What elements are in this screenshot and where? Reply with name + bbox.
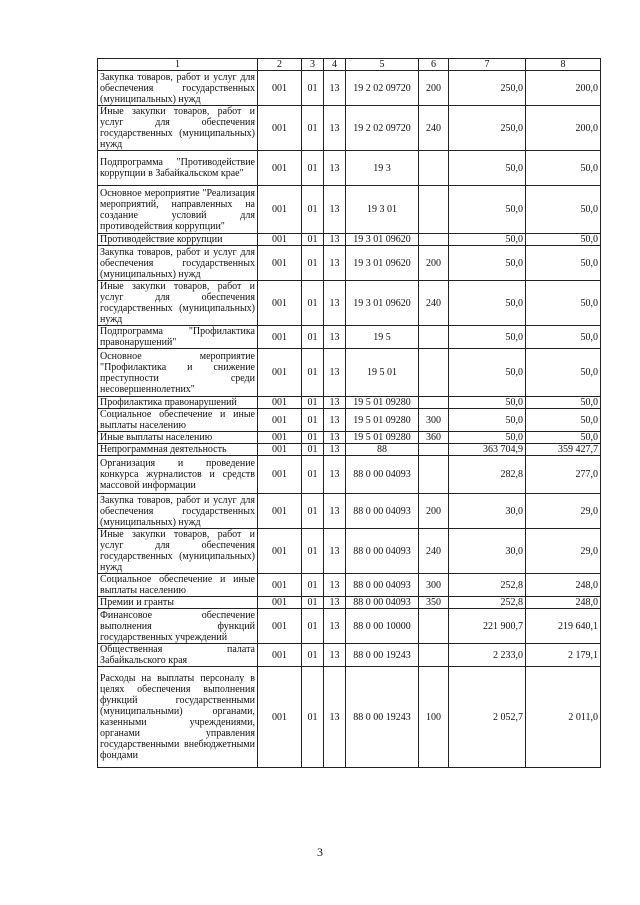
subsection-code: 13 bbox=[324, 397, 346, 409]
grbs-code: 001 bbox=[258, 234, 302, 246]
row-name: Премии и гранты bbox=[98, 597, 258, 609]
target-article-code: 88 0 00 04093 bbox=[346, 456, 419, 494]
expense-type-code bbox=[419, 644, 449, 667]
table-row bbox=[98, 106, 601, 151]
section-code: 01 bbox=[302, 281, 324, 326]
subsection-code: 13 bbox=[324, 326, 346, 349]
amount-year-1: 252,8 bbox=[449, 574, 526, 597]
amount-year-1: 50,0 bbox=[449, 186, 526, 234]
amount-year-2: 248,0 bbox=[526, 574, 601, 597]
expense-type-code bbox=[419, 397, 449, 409]
grbs-code: 001 bbox=[258, 456, 302, 494]
subsection-code: 13 bbox=[324, 71, 346, 106]
subsection-code: 13 bbox=[324, 186, 346, 234]
target-article-code: 88 0 00 04093 bbox=[346, 529, 419, 574]
target-article-code: 19 3 01 09620 bbox=[346, 234, 419, 246]
table-row bbox=[98, 644, 601, 667]
target-article-code: 19 5 01 09280 bbox=[346, 432, 419, 444]
target-article-code: 19 2 02 09720 bbox=[346, 71, 419, 106]
section-code: 01 bbox=[302, 456, 324, 494]
column-header-2: 2 bbox=[258, 59, 302, 71]
subsection-code: 13 bbox=[324, 609, 346, 644]
table-row bbox=[98, 151, 601, 186]
amount-year-1: 252,8 bbox=[449, 597, 526, 609]
target-article-code: 19 3 01 09620 bbox=[346, 246, 419, 281]
row-name: Закупка товаров, работ и услуг для обеспечения государственных (муниципальных) нужд bbox=[98, 246, 258, 281]
expense-type-code bbox=[419, 234, 449, 246]
section-code: 01 bbox=[302, 644, 324, 667]
row-name: Основное мероприятие "Профилактика и снижение преступности среди несовершеннолетних" bbox=[98, 349, 258, 397]
section-code: 01 bbox=[302, 597, 324, 609]
row-name: Непрограммная деятельность bbox=[98, 444, 258, 456]
section-code: 01 bbox=[302, 151, 324, 186]
row-name: Закупка товаров, работ и услуг для обеспечения государственных (муниципальных) нужд bbox=[98, 71, 258, 106]
section-code: 01 bbox=[302, 494, 324, 529]
row-name: Расходы на выплаты персоналу в целях обеспечения выполнения функций государственными (муниципальными) органами, казенными учреждениями, органами управления государственными внебюджетными фондами bbox=[98, 667, 258, 768]
table-row bbox=[98, 281, 601, 326]
expense-type-code: 300 bbox=[419, 409, 449, 432]
table-row bbox=[98, 574, 601, 597]
amount-year-1: 50,0 bbox=[449, 246, 526, 281]
row-name: Иные закупки товаров, работ и услуг для обеспечения государственных (муниципальных) нужд bbox=[98, 281, 258, 326]
table-row bbox=[98, 71, 601, 106]
amount-year-2: 50,0 bbox=[526, 281, 601, 326]
grbs-code: 001 bbox=[258, 644, 302, 667]
target-article-code: 19 5 01 09280 bbox=[346, 397, 419, 409]
section-code: 01 bbox=[302, 609, 324, 644]
row-name: Подпрограмма "Профилактика правонарушений" bbox=[98, 326, 258, 349]
column-header-1: 1 bbox=[98, 59, 258, 71]
expense-type-code bbox=[419, 609, 449, 644]
amount-year-2: 50,0 bbox=[526, 397, 601, 409]
expense-type-code: 100 bbox=[419, 667, 449, 768]
section-code: 01 bbox=[302, 432, 324, 444]
target-article-code: 19 3 bbox=[346, 151, 419, 186]
target-article-code: 88 0 00 19243 bbox=[346, 644, 419, 667]
grbs-code: 001 bbox=[258, 444, 302, 456]
grbs-code: 001 bbox=[258, 397, 302, 409]
table-body bbox=[98, 71, 601, 768]
amount-year-2: 248,0 bbox=[526, 597, 601, 609]
amount-year-1: 250,0 bbox=[449, 106, 526, 151]
amount-year-2: 50,0 bbox=[526, 409, 601, 432]
row-name: Профилактика правонарушений bbox=[98, 397, 258, 409]
target-article-code: 19 3 01 09620 bbox=[346, 281, 419, 326]
subsection-code: 13 bbox=[324, 574, 346, 597]
subsection-code: 13 bbox=[324, 494, 346, 529]
section-code: 01 bbox=[302, 667, 324, 768]
expense-type-code: 300 bbox=[419, 574, 449, 597]
section-code: 01 bbox=[302, 397, 324, 409]
amount-year-2: 50,0 bbox=[526, 349, 601, 397]
amount-year-2: 29,0 bbox=[526, 529, 601, 574]
amount-year-2: 50,0 bbox=[526, 186, 601, 234]
amount-year-2: 359 427,7 bbox=[526, 444, 601, 456]
expense-type-code: 200 bbox=[419, 246, 449, 281]
subsection-code: 13 bbox=[324, 246, 346, 281]
grbs-code: 001 bbox=[258, 667, 302, 768]
grbs-code: 001 bbox=[258, 151, 302, 186]
expense-type-code bbox=[419, 456, 449, 494]
grbs-code: 001 bbox=[258, 609, 302, 644]
column-header-4: 4 bbox=[324, 59, 346, 71]
grbs-code: 001 bbox=[258, 71, 302, 106]
section-code: 01 bbox=[302, 409, 324, 432]
target-article-code: 88 0 00 04093 bbox=[346, 597, 419, 609]
amount-year-1: 30,0 bbox=[449, 529, 526, 574]
grbs-code: 001 bbox=[258, 349, 302, 397]
grbs-code: 001 bbox=[258, 409, 302, 432]
table-row bbox=[98, 597, 601, 609]
table-row bbox=[98, 349, 601, 397]
expense-type-code bbox=[419, 186, 449, 234]
section-code: 01 bbox=[302, 246, 324, 281]
amount-year-1: 2 233,0 bbox=[449, 644, 526, 667]
subsection-code: 13 bbox=[324, 456, 346, 494]
row-name: Подпрограмма "Противодействие коррупции в Забайкальском крае" bbox=[98, 151, 258, 186]
amount-year-1: 250,0 bbox=[449, 71, 526, 106]
grbs-code: 001 bbox=[258, 106, 302, 151]
expense-type-code bbox=[419, 326, 449, 349]
section-code: 01 bbox=[302, 326, 324, 349]
target-article-code: 19 3 01 bbox=[346, 186, 419, 234]
amount-year-2: 50,0 bbox=[526, 151, 601, 186]
amount-year-1: 50,0 bbox=[449, 409, 526, 432]
subsection-code: 13 bbox=[324, 597, 346, 609]
section-code: 01 bbox=[302, 106, 324, 151]
expense-type-code: 350 bbox=[419, 597, 449, 609]
section-code: 01 bbox=[302, 186, 324, 234]
row-name: Противодействие коррупции bbox=[98, 234, 258, 246]
table-row bbox=[98, 234, 601, 246]
target-article-code: 19 5 01 09280 bbox=[346, 409, 419, 432]
grbs-code: 001 bbox=[258, 326, 302, 349]
grbs-code: 001 bbox=[258, 186, 302, 234]
amount-year-1: 50,0 bbox=[449, 326, 526, 349]
amount-year-2: 200,0 bbox=[526, 106, 601, 151]
table-row bbox=[98, 456, 601, 494]
amount-year-2: 50,0 bbox=[526, 246, 601, 281]
row-name: Финансовое обеспечение выполнения функций государственных учреждений bbox=[98, 609, 258, 644]
row-name: Иные закупки товаров, работ и услуг для обеспечения государственных (муниципальных) нужд bbox=[98, 529, 258, 574]
grbs-code: 001 bbox=[258, 494, 302, 529]
expense-type-code bbox=[419, 444, 449, 456]
subsection-code: 13 bbox=[324, 349, 346, 397]
section-code: 01 bbox=[302, 444, 324, 456]
subsection-code: 13 bbox=[324, 151, 346, 186]
amount-year-2: 2 011,0 bbox=[526, 667, 601, 768]
amount-year-1: 50,0 bbox=[449, 349, 526, 397]
section-code: 01 bbox=[302, 234, 324, 246]
expense-type-code: 200 bbox=[419, 494, 449, 529]
table-row bbox=[98, 444, 601, 456]
expense-type-code: 240 bbox=[419, 281, 449, 326]
subsection-code: 13 bbox=[324, 644, 346, 667]
page-number: 3 bbox=[317, 845, 323, 859]
section-code: 01 bbox=[302, 529, 324, 574]
expense-type-code bbox=[419, 151, 449, 186]
grbs-code: 001 bbox=[258, 529, 302, 574]
amount-year-1: 50,0 bbox=[449, 234, 526, 246]
amount-year-1: 282,8 bbox=[449, 456, 526, 494]
budget-table bbox=[97, 58, 601, 768]
table-row bbox=[98, 326, 601, 349]
target-article-code: 88 0 00 19243 bbox=[346, 667, 419, 768]
table-row bbox=[98, 432, 601, 444]
subsection-code: 13 bbox=[324, 234, 346, 246]
amount-year-2: 50,0 bbox=[526, 432, 601, 444]
grbs-code: 001 bbox=[258, 246, 302, 281]
expense-type-code bbox=[419, 349, 449, 397]
table-row bbox=[98, 609, 601, 644]
amount-year-2: 29,0 bbox=[526, 494, 601, 529]
expense-type-code: 200 bbox=[419, 71, 449, 106]
row-name: Социальное обеспечение и иные выплаты населению bbox=[98, 409, 258, 432]
subsection-code: 13 bbox=[324, 432, 346, 444]
grbs-code: 001 bbox=[258, 574, 302, 597]
table-row bbox=[98, 246, 601, 281]
row-name: Основное мероприятие "Реализация мероприятий, направленных на создание условий для противодействия коррупции" bbox=[98, 186, 258, 234]
table-row bbox=[98, 667, 601, 768]
amount-year-1: 50,0 bbox=[449, 151, 526, 186]
row-name: Иные выплаты населению bbox=[98, 432, 258, 444]
subsection-code: 13 bbox=[324, 529, 346, 574]
amount-year-2: 200,0 bbox=[526, 71, 601, 106]
amount-year-1: 2 052,7 bbox=[449, 667, 526, 768]
row-name: Общественная палата Забайкальского края bbox=[98, 644, 258, 667]
amount-year-2: 50,0 bbox=[526, 234, 601, 246]
amount-year-1: 363 704,9 bbox=[449, 444, 526, 456]
subsection-code: 13 bbox=[324, 281, 346, 326]
target-article-code: 88 0 00 04093 bbox=[346, 574, 419, 597]
table-row bbox=[98, 529, 601, 574]
table-row bbox=[98, 494, 601, 529]
subsection-code: 13 bbox=[324, 667, 346, 768]
target-article-code: 19 5 01 bbox=[346, 349, 419, 397]
grbs-code: 001 bbox=[258, 281, 302, 326]
column-header-6: 6 bbox=[419, 59, 449, 71]
table-row bbox=[98, 186, 601, 234]
table-row bbox=[98, 397, 601, 409]
amount-year-1: 50,0 bbox=[449, 397, 526, 409]
target-article-code: 19 2 02 09720 bbox=[346, 106, 419, 151]
row-name: Социальное обеспечение и иные выплаты населению bbox=[98, 574, 258, 597]
subsection-code: 13 bbox=[324, 106, 346, 151]
row-name: Организация и проведение конкурса журналистов и средств массовой информации bbox=[98, 456, 258, 494]
expense-type-code: 240 bbox=[419, 529, 449, 574]
header-row bbox=[98, 59, 601, 71]
amount-year-1: 50,0 bbox=[449, 432, 526, 444]
row-name: Иные закупки товаров, работ и услуг для обеспечения государственных (муниципальных) нужд bbox=[98, 106, 258, 151]
target-article-code: 88 0 00 04093 bbox=[346, 494, 419, 529]
column-header-7: 7 bbox=[449, 59, 526, 71]
amount-year-1: 50,0 bbox=[449, 281, 526, 326]
amount-year-2: 277,0 bbox=[526, 456, 601, 494]
section-code: 01 bbox=[302, 349, 324, 397]
target-article-code: 88 bbox=[346, 444, 419, 456]
target-article-code: 88 0 00 10000 bbox=[346, 609, 419, 644]
amount-year-2: 219 640,1 bbox=[526, 609, 601, 644]
amount-year-1: 221 900,7 bbox=[449, 609, 526, 644]
grbs-code: 001 bbox=[258, 432, 302, 444]
column-header-8: 8 bbox=[526, 59, 601, 71]
column-header-3: 3 bbox=[302, 59, 324, 71]
column-header-5: 5 bbox=[346, 59, 419, 71]
row-name: Закупка товаров, работ и услуг для обеспечения государственных (муниципальных) нужд bbox=[98, 494, 258, 529]
amount-year-2: 50,0 bbox=[526, 326, 601, 349]
target-article-code: 19 5 bbox=[346, 326, 419, 349]
expense-type-code: 240 bbox=[419, 106, 449, 151]
subsection-code: 13 bbox=[324, 409, 346, 432]
expense-type-code: 360 bbox=[419, 432, 449, 444]
section-code: 01 bbox=[302, 574, 324, 597]
table-row bbox=[98, 409, 601, 432]
subsection-code: 13 bbox=[324, 444, 346, 456]
section-code: 01 bbox=[302, 71, 324, 106]
amount-year-1: 30,0 bbox=[449, 494, 526, 529]
grbs-code: 001 bbox=[258, 597, 302, 609]
amount-year-2: 2 179,1 bbox=[526, 644, 601, 667]
